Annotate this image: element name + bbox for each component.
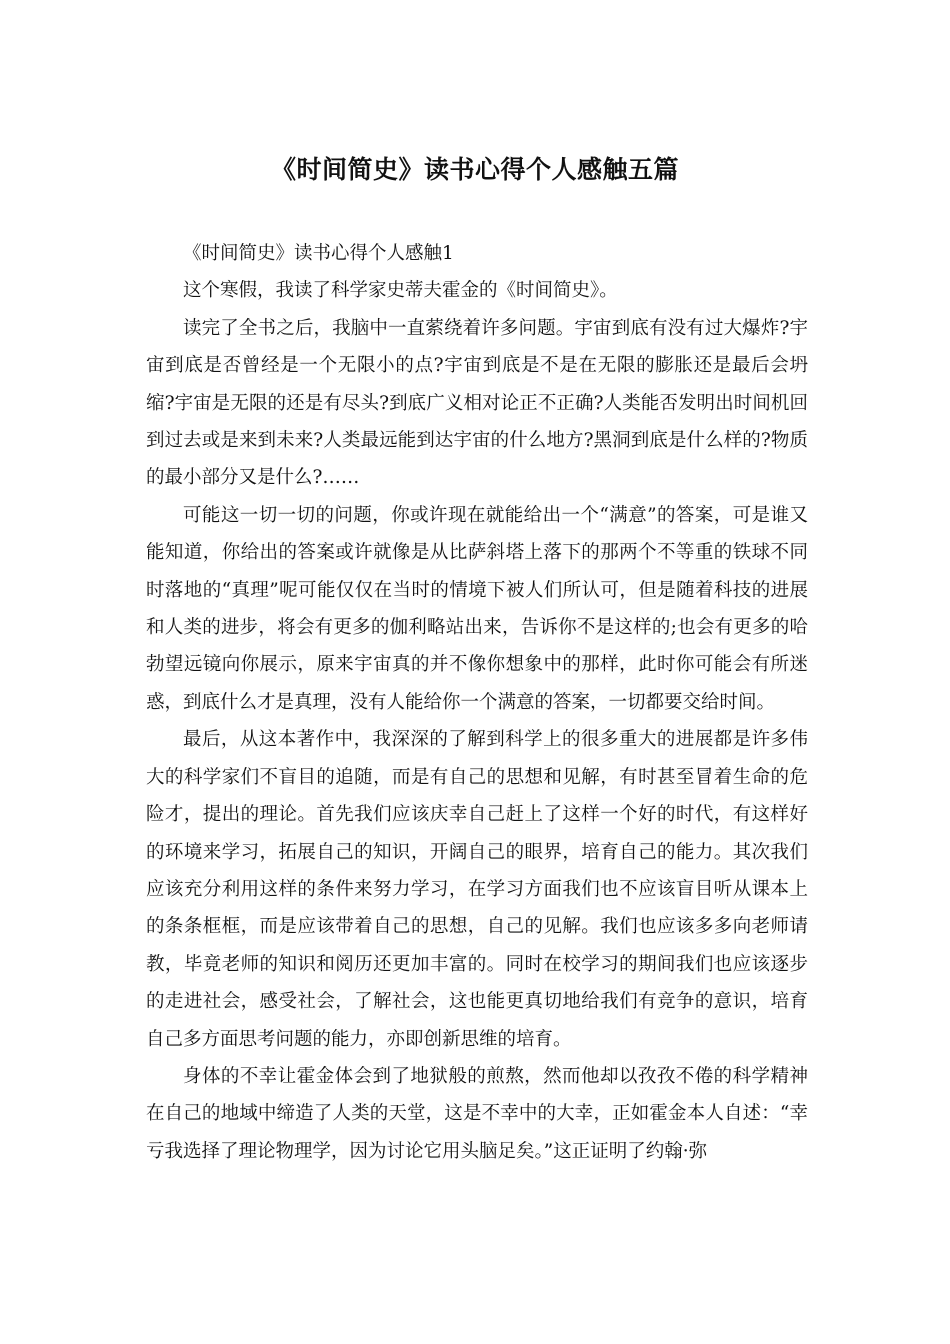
document-body bbox=[146, 235, 808, 1170]
paragraph: 这个寒假，我读了科学家史蒂夫霍金的《时间简史》。 bbox=[183, 280, 618, 302]
paragraph: 身体的不幸让霍金体会到了地狱般的煎熬，然而他却以孜孜不倦的科学精神在自己的地域中缔造了人类的天堂，这是不幸中的大幸，正如霍金本人自述：“幸亏我选择了理论物理学，因为讨论它用头脑足矣。”这正证明了约翰·弥 bbox=[146, 1065, 808, 1162]
paragraph: 读完了全书之后，我脑中一直萦绕着许多问题。宇宙到底有没有过大爆炸?宇宙到底是否曾经是一个无限小的点?宇宙到底是不是在无限的膨胀还是最后会坍缩?宇宙是无限的还是有尽头?到底广义相对论正不正确?人类能否发明出时间机回到过去或是来到未来?人类最远能到达宇宙的什么地方?黑洞到底是什么样的?物质的最小部分又是什么?…… bbox=[146, 317, 808, 489]
paragraph: 可能这一切一切的问题，你或许现在就能给出一个“满意”的答案，可是谁又能知道，你给出的答案或许就像是从比萨斜塔上落下的那两个不等重的铁球不同时落地的“真理”呢可能仅仅在当时的情境下被人们所认可，但是随着科技的进展和人类的进步，将会有更多的伽利略站出来，告诉你不是这样的;也会有更多的哈勃望远镜向你展示，原来宇宙真的并不像你想象中的那样，此时你可能会有所迷惑，到底什么才是真理，没有人能给你一个满意的答案，一切都要交给时间。 bbox=[146, 504, 808, 713]
document-title: 《时间简史》读书心得个人感触五篇 bbox=[270, 155, 679, 184]
section-heading: 《时间简史》读书心得个人感触1 bbox=[183, 243, 454, 264]
paragraph: 最后，从这本著作中，我深深的了解到科学上的很多重大的进展都是许多伟大的科学家们不盲目的追随，而是有自己的思想和见解，有时甚至冒着生命的危险才，提出的理论。首先我们应该庆幸自己赶上了这样一个好的时代，有这样好的环境来学习，拓展自己的知识，开阔自己的眼界，培育自己的能力。其次我们应该充分利用这样的条件来努力学习，在学习方面我们也不应该盲目听从课本上的条条框框，而是应该带着自己的思想，自己的见解。我们也应该多多向老师请教，毕竟老师的知识和阅历还更加丰富的。同时在校学习的期间我们也应该逐步的走进社会，感受社会，了解社会，这也能更真切地给我们有竞争的意识，培育自己多方面思考问题的能力，亦即创新思维的培育。 bbox=[146, 729, 808, 1050]
